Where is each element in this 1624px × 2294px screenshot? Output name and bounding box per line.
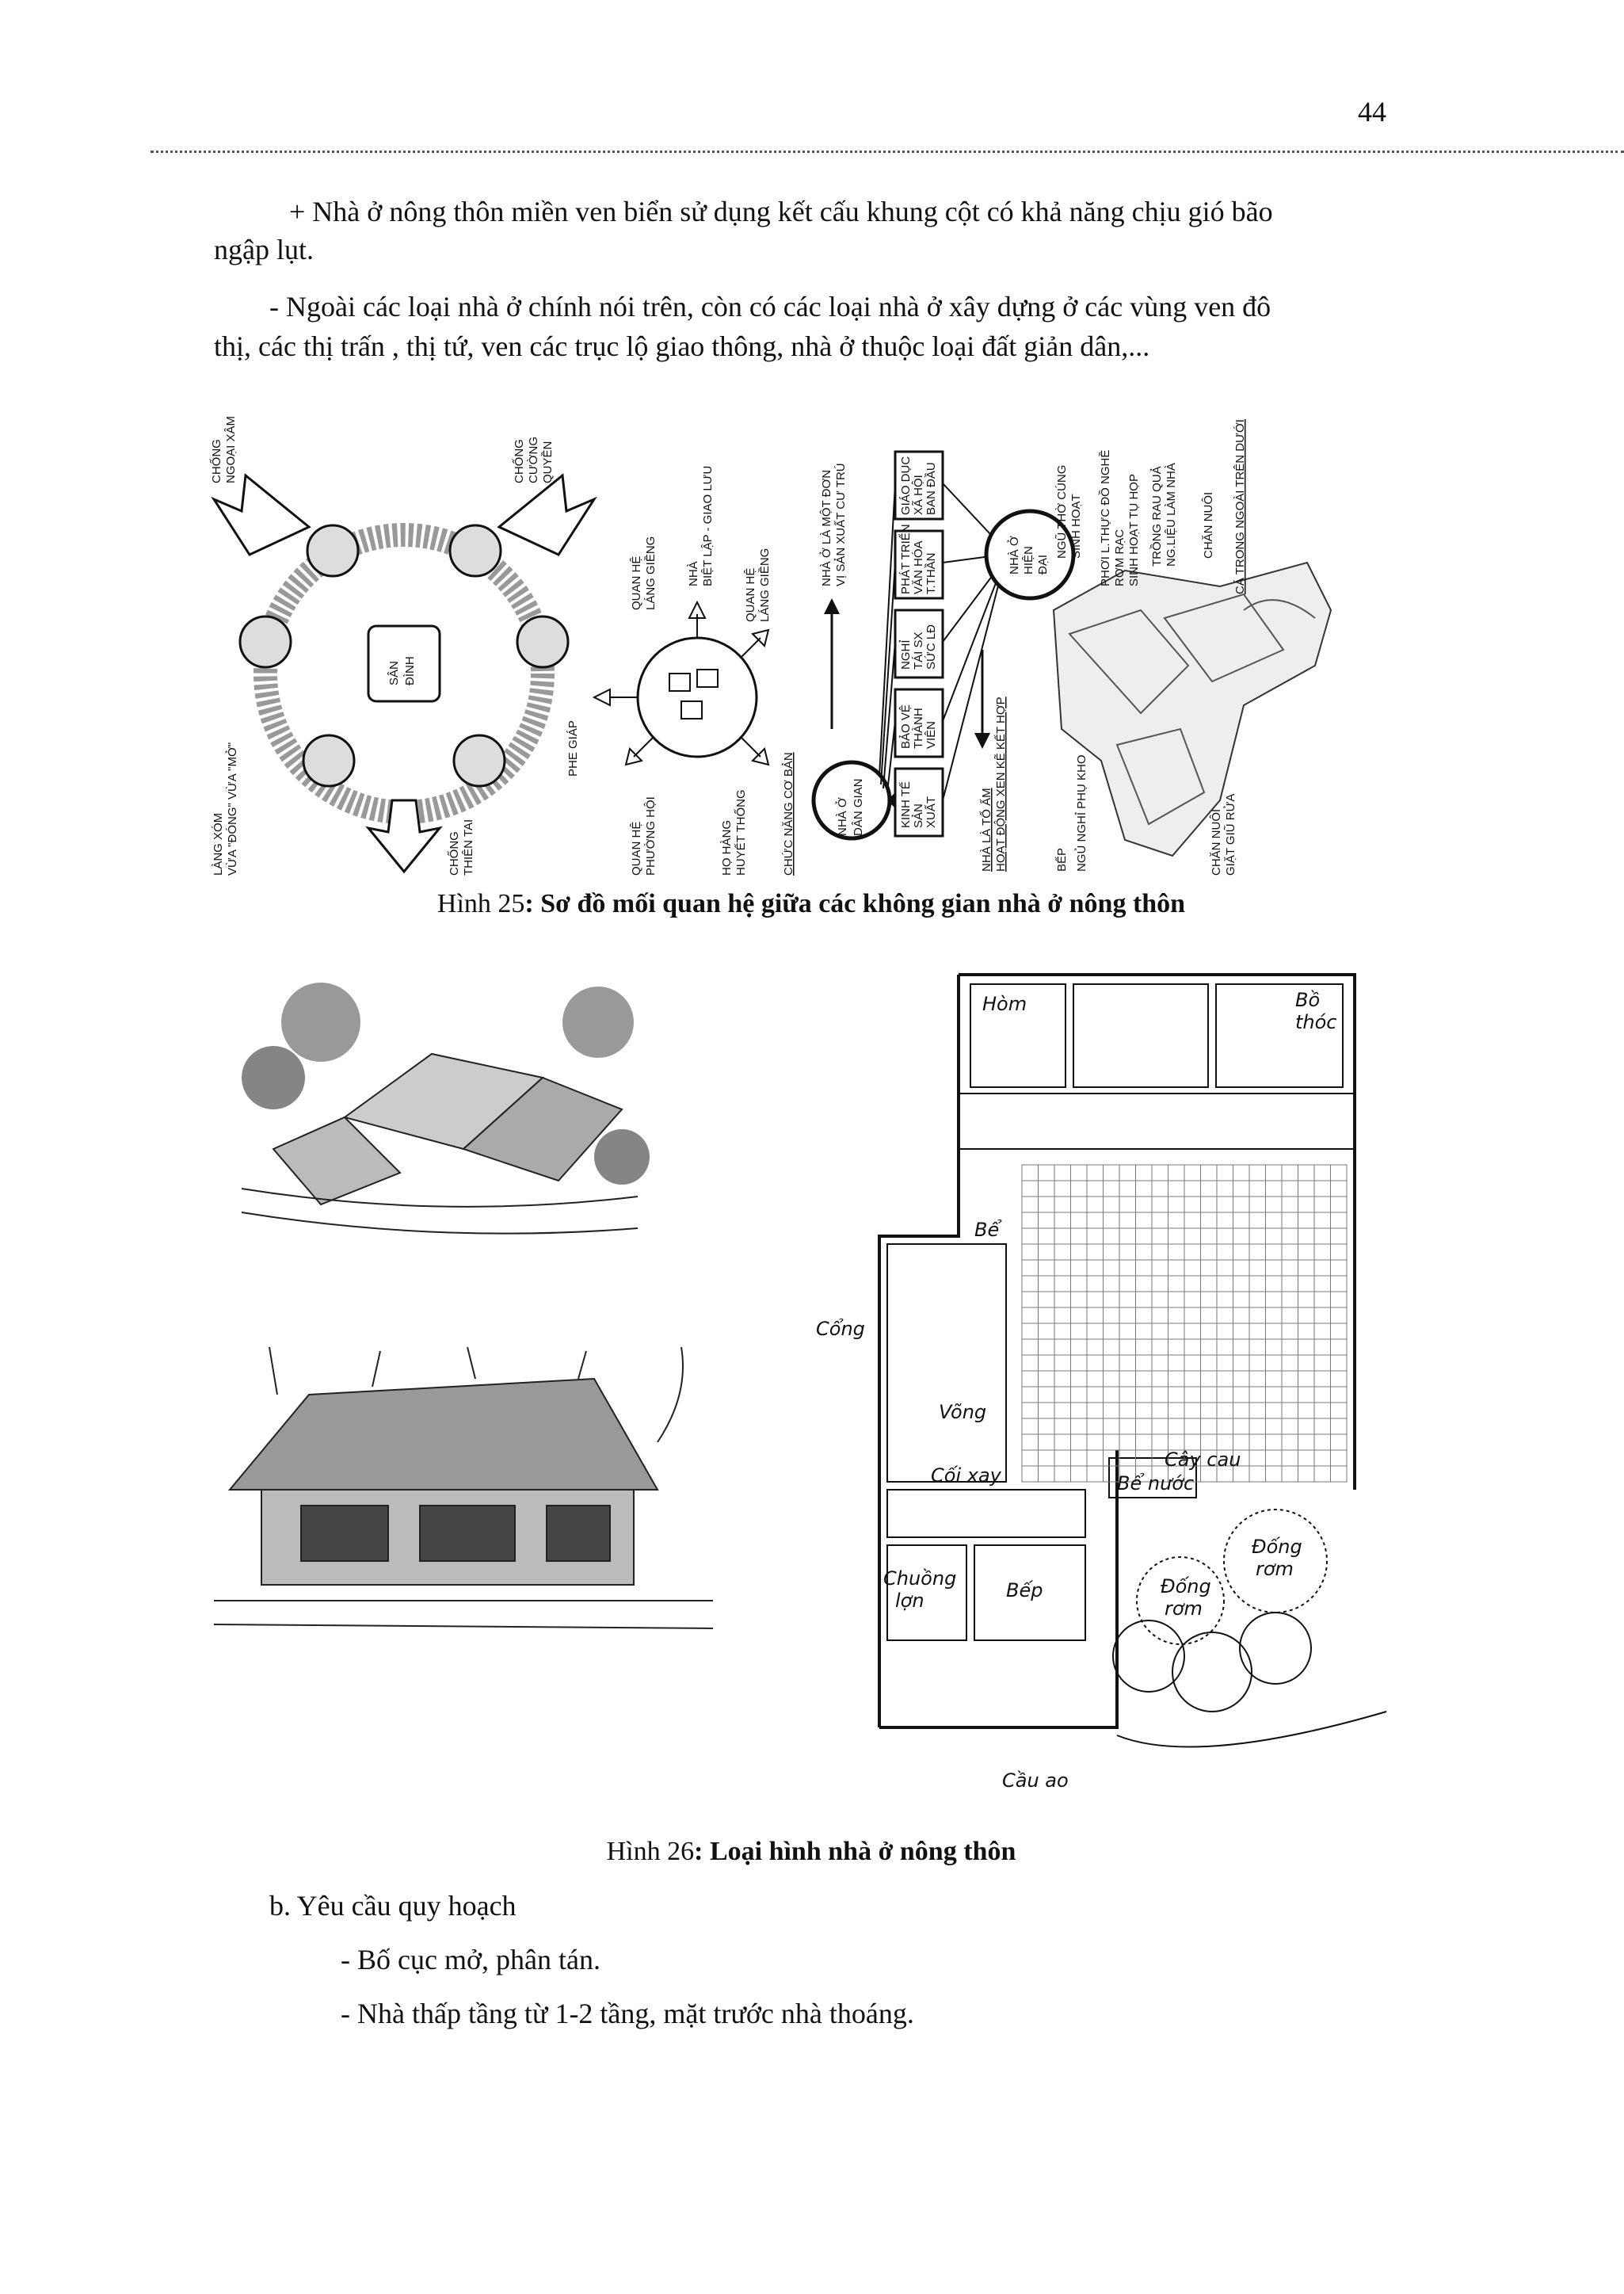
svg-text:GIÁO DỤC	[899, 456, 913, 515]
d1-bottom-left-2: VỪA "ĐÓNG" VỪA "MỞ"	[226, 742, 239, 876]
d3-hoat-dong: HOẠT ĐỘNG XEN KẼ KẾT HỢP	[994, 697, 1008, 872]
svg-text:QUAN HỆ	[744, 568, 757, 622]
plan-cau-ao: Cầu ao	[1002, 1769, 1069, 1792]
svg-text:SẢN	[912, 803, 925, 828]
plan-dong-rom-1a: Đống	[1161, 1575, 1211, 1597]
svg-text:CHĂN NUÔI	[1202, 492, 1215, 559]
plan-vong: Võng	[939, 1401, 987, 1423]
svg-text:HUYẾT THỐNG	[734, 789, 748, 876]
d3-hien-dai-3: ĐẠI	[1036, 554, 1050, 574]
svg-text:LÁNG GIỀNG	[644, 536, 658, 610]
svg-text:XUẤT	[924, 796, 938, 828]
d1-top-left-1: CHỐNG	[210, 439, 223, 483]
d1-bottom-1: CHỐNG	[448, 831, 461, 876]
d2-qh-lang-gieng-right-2: LÁNG GIỀNG	[758, 548, 772, 622]
svg-text:CHĂN NUÔI	[1210, 809, 1223, 876]
plan-dong-rom-2a: Đống	[1252, 1536, 1302, 1558]
plan-chuong-lon-2: lợn	[895, 1590, 924, 1612]
d4-label-bep: BẾP	[1055, 847, 1069, 872]
figure-25-caption	[0, 889, 1622, 919]
figure-25-caption-prefix: Hình 25	[436, 889, 525, 918]
svg-text:BẢO VỆ	[899, 704, 913, 749]
svg-text:HỌ HÀNG	[720, 820, 734, 876]
svg-text:HIỆN	[1022, 546, 1035, 574]
d3-nha-o-dan-gian-2: DÂN GIAN	[852, 778, 865, 836]
d1-top-left-2: NGOẠI XÂM	[224, 415, 238, 483]
svg-text:CHỐNG	[512, 439, 526, 483]
svg-text:VIÊN	[924, 721, 938, 749]
svg-text:QUAN HỆ	[630, 556, 643, 610]
plan-dong-rom-1b: rơm	[1165, 1597, 1203, 1620]
d3-nha-o-la-mot-1: NHÀ Ở LÀ MỘT ĐƠN	[820, 469, 833, 586]
plan-hom: Hòm	[982, 993, 1027, 1015]
svg-text:CHỐNG	[447, 831, 461, 876]
svg-text:SỨC LĐ	[924, 624, 938, 670]
d2-qh-lang-gieng-2: LÁNG GIỀNG	[644, 536, 658, 610]
svg-text:DÂN GIAN	[852, 778, 865, 836]
page-number: 44	[1358, 96, 1386, 128]
d1-top-right-3: QUYỀN	[541, 441, 555, 483]
d1-center-2: ĐÌNH	[403, 656, 417, 685]
d3-box4-2: THÀNH	[912, 708, 925, 749]
d3-nha-o-la-mot-2: VỊ SẢN XUẤT CƯ TRÚ	[834, 463, 848, 586]
plan-coi-xay: Cối xay	[931, 1464, 1001, 1487]
d3-box1-2: XÃ HỘI	[912, 475, 925, 515]
d3-box5-1: KINH TẾ	[899, 781, 913, 828]
paragraph-1-line-1: + Nhà ở nông thôn miền ven biển sử dụng kết cấu khung cột có khả năng chịu gió bão	[289, 196, 1273, 227]
svg-text:NGŨ THỜ CÚNG	[1055, 465, 1069, 559]
d1-top-right-1: CHỐNG	[513, 439, 526, 483]
svg-text:T.THẦN	[924, 553, 938, 595]
plan-chuong-lon-1: Chuồng	[883, 1567, 957, 1590]
svg-text:PHƠI L.THỰC ĐỒ NGHỀ	[1098, 450, 1112, 586]
d3-chuc-nang: CHỨC NĂNG CƠ BẢN	[782, 752, 795, 876]
plan-cay-cau: Cây cau	[1165, 1449, 1241, 1471]
svg-text:SINH HOẠT	[1069, 494, 1083, 559]
d1-center-1: SÂN	[387, 661, 401, 685]
d2-qh-phuong-hoi-2: PHƯỜNG HỘI	[644, 796, 658, 876]
d3-box2-3: T.THẦN	[924, 552, 938, 594]
figure-26-floor-plan	[816, 975, 1402, 1799]
plan-bo-thoc-2: thóc	[1295, 1011, 1337, 1033]
d3-box3-2: TÁI SX	[912, 632, 925, 670]
figure-25-diagrams	[190, 415, 1426, 880]
svg-text:THIÊN TAI	[462, 819, 475, 876]
paragraph-1-line-2: ngập lụt.	[214, 234, 314, 265]
svg-text:TÁI SX	[912, 632, 925, 670]
d2-qh-lang-gieng-1: QUAN HỆ	[630, 555, 643, 610]
svg-text:NG.LIỆU LÀM NHÀ	[1165, 463, 1178, 567]
d2-ho-hang-2: HUYẾT THỐNG	[734, 789, 748, 876]
svg-text:NHÀ	[687, 561, 700, 586]
svg-text:SÂN	[387, 661, 401, 685]
svg-text:GIẶT GIŨ RỬA	[1223, 794, 1237, 876]
svg-text:NGỦ NGHỈ PHỤ KHO	[1074, 754, 1088, 872]
header-rule	[151, 151, 1624, 153]
svg-text:CHỐNG	[209, 439, 223, 483]
plan-bep: Bếp	[1006, 1579, 1043, 1601]
d3-nha-la-to-am: NHÀ LÀ TỔ ẤM	[980, 788, 993, 872]
svg-text:HOẠT ĐỘNG XEN KẼ KẾT HỢP	[994, 697, 1008, 872]
figure-26-sketch-top	[226, 959, 654, 1260]
section-b-bullet-2: - Nhà thấp tầng từ 1-2 tầng, mặt trước nhà thoáng.	[341, 1998, 914, 2029]
d3-box5-3: XUẤT	[924, 796, 938, 828]
svg-text:NHÀ Ở	[835, 797, 849, 836]
d4-label-ngu-nghi: NGỦ NGHỈ PHỤ KHO	[1075, 754, 1088, 872]
svg-text:SINH HOẠT TỤ HỌP	[1127, 474, 1141, 586]
figure-26-sketch-bottom	[214, 1347, 713, 1648]
svg-text:CÁ TRONG NGOÀI TRÊN DƯỚI	[1233, 419, 1247, 594]
svg-text:KINH TẾ	[899, 781, 913, 828]
svg-text:RƠM RẠC	[1113, 529, 1127, 586]
plan-bo-thoc-1: Bồ	[1295, 989, 1321, 1011]
svg-text:PHE GIÁP	[566, 720, 580, 777]
d4-label-3b: NG.LIỆU LÀM NHÀ	[1165, 463, 1178, 567]
svg-text:CƯỜNG	[527, 437, 540, 483]
svg-text:NGOẠI XÂM	[224, 416, 238, 483]
svg-text:QUYỀN	[541, 441, 555, 483]
d4-label-4: CHĂN NUÔI	[1202, 491, 1215, 559]
d3-hien-dai-1: NHÀ Ở	[1008, 536, 1021, 574]
d3-box2-1: PHÁT TRIỂN	[899, 524, 913, 594]
svg-text:XÃ HỘI	[912, 475, 925, 515]
d4-label-5: CÁ TRONG NGOÀI TRÊN DƯỚI	[1233, 419, 1247, 594]
d4-label-1a: NGŨ THỜ CÚNG	[1055, 464, 1069, 559]
d3-box4-1: BẢO VỆ	[899, 704, 913, 749]
d1-bottom-2: THIÊN TAI	[462, 819, 475, 876]
d2-qh-phuong-hoi-1: QUAN HỆ	[630, 821, 643, 876]
svg-text:PHÁT TRIỂN	[898, 524, 913, 594]
d2-ho-hang-1: HỌ HÀNG	[720, 819, 734, 876]
plan-be: Bể	[974, 1219, 1000, 1241]
plan-be-nuoc: Bể nước	[1117, 1472, 1195, 1494]
figure-26-caption	[0, 1837, 1622, 1867]
paragraph-2-line-1: - Ngoài các loại nhà ở chính nói trên, còn có các loại nhà ở xây dựng ở các vùng ven đô	[269, 291, 1271, 323]
svg-text:BIỆT LẬP - GIAO LƯU	[701, 466, 715, 586]
d2-nha-2: BIỆT LẬP - GIAO LƯU	[701, 465, 715, 586]
svg-text:NGHỈ	[899, 640, 913, 670]
svg-text:NHÀ LÀ TỔ ẤM	[979, 788, 993, 872]
svg-text:BẾP	[1055, 848, 1069, 872]
d2-phe-giap: PHE GIÁP	[566, 720, 580, 777]
d2-qh-lang-gieng-right-1: QUAN HỆ	[744, 567, 757, 622]
svg-text:ĐẠI	[1036, 555, 1050, 574]
section-b-heading: b. Yêu cầu quy hoạch	[269, 1890, 517, 1922]
d3-box1-3: BAN ĐẦU	[924, 462, 938, 515]
d3-nha-o-dan-gian-1: NHÀ Ở	[836, 797, 849, 836]
svg-text:VĂN HÓA	[912, 540, 925, 594]
svg-text:NHÀ Ở	[1007, 536, 1021, 574]
svg-text:VỪA "ĐÓNG" VỪA "MỞ"	[225, 742, 239, 876]
d4-label-chan-nuoi-1: CHĂN NUÔI	[1210, 808, 1223, 876]
d1-top-right-2: CƯỜNG	[527, 436, 540, 483]
d3-box4-3: VIÊN	[924, 720, 938, 749]
svg-text:QUAN HỆ	[630, 822, 643, 876]
svg-text:ĐÌNH	[403, 656, 417, 685]
paragraph-2-line-2: thị, các thị trấn , thị tứ, ven các trục lộ giao thông, nhà ở thuộc loại đất giản dân,...	[214, 330, 1150, 362]
svg-text:LÀNG XÓM	[212, 813, 225, 876]
svg-text:THÀNH	[912, 708, 925, 749]
d3-box1-1: GIÁO DỤC	[899, 456, 913, 515]
section-b-bullet-1: - Bố cục mở, phân tán.	[341, 1944, 600, 1975]
d2-nha-1: NHÀ	[687, 561, 700, 586]
d3-box3-1: NGHỈ	[899, 639, 913, 670]
svg-text:NHÀ Ở LÀ MỘT ĐƠN	[819, 470, 833, 586]
d4-label-2c: SINH HOẠT TỤ HỌP	[1127, 474, 1141, 586]
d3-box3-3: SỨC LĐ	[924, 624, 938, 670]
svg-text:PHƯỜNG HỘI	[644, 796, 658, 876]
d4-label-3a: TRỒNG RAU QUẢ	[1150, 466, 1164, 567]
d4-label-2b: RƠM RẠC	[1113, 529, 1127, 586]
diagram-house-functions	[782, 452, 1073, 876]
figure-26-caption-title: : Loại hình nhà ở nông thôn	[694, 1837, 1016, 1866]
d1-bottom-left-1: LÀNG XÓM	[212, 812, 225, 876]
d4-label-2a: PHƠI L.THỰC ĐỒ NGHỀ	[1099, 449, 1112, 586]
svg-text:BAN ĐẦU	[924, 462, 938, 515]
svg-text:TRỒNG RAU QUẢ	[1149, 466, 1164, 567]
figure-26-caption-prefix: Hình 26	[606, 1837, 695, 1866]
d4-label-1b: SINH HOẠT	[1069, 494, 1083, 559]
d3-box5-2: SẢN	[912, 803, 925, 828]
svg-text:CHỨC NĂNG CƠ BẢN	[782, 752, 795, 876]
d3-box2-2: VĂN HÓA	[912, 540, 925, 594]
diagram-house-sketch	[1054, 419, 1331, 876]
svg-text:VỊ SẢN XUẤT CƯ TRÚ	[834, 463, 848, 586]
diagram-village-ring	[209, 416, 594, 876]
plan-dong-rom-2b: rơm	[1256, 1558, 1294, 1580]
svg-text:LÁNG GIỀNG	[758, 548, 772, 622]
plan-cong: Cổng	[816, 1318, 865, 1340]
d3-hien-dai-2: HIỆN	[1022, 546, 1035, 574]
d4-label-chan-nuoi-2: GIẶT GIŨ RỬA	[1224, 793, 1237, 876]
diagram-house-relations	[566, 466, 772, 876]
figure-25-caption-title: : Sơ đồ mối quan hệ giữa các không gian nhà ở nông thôn	[524, 889, 1186, 918]
